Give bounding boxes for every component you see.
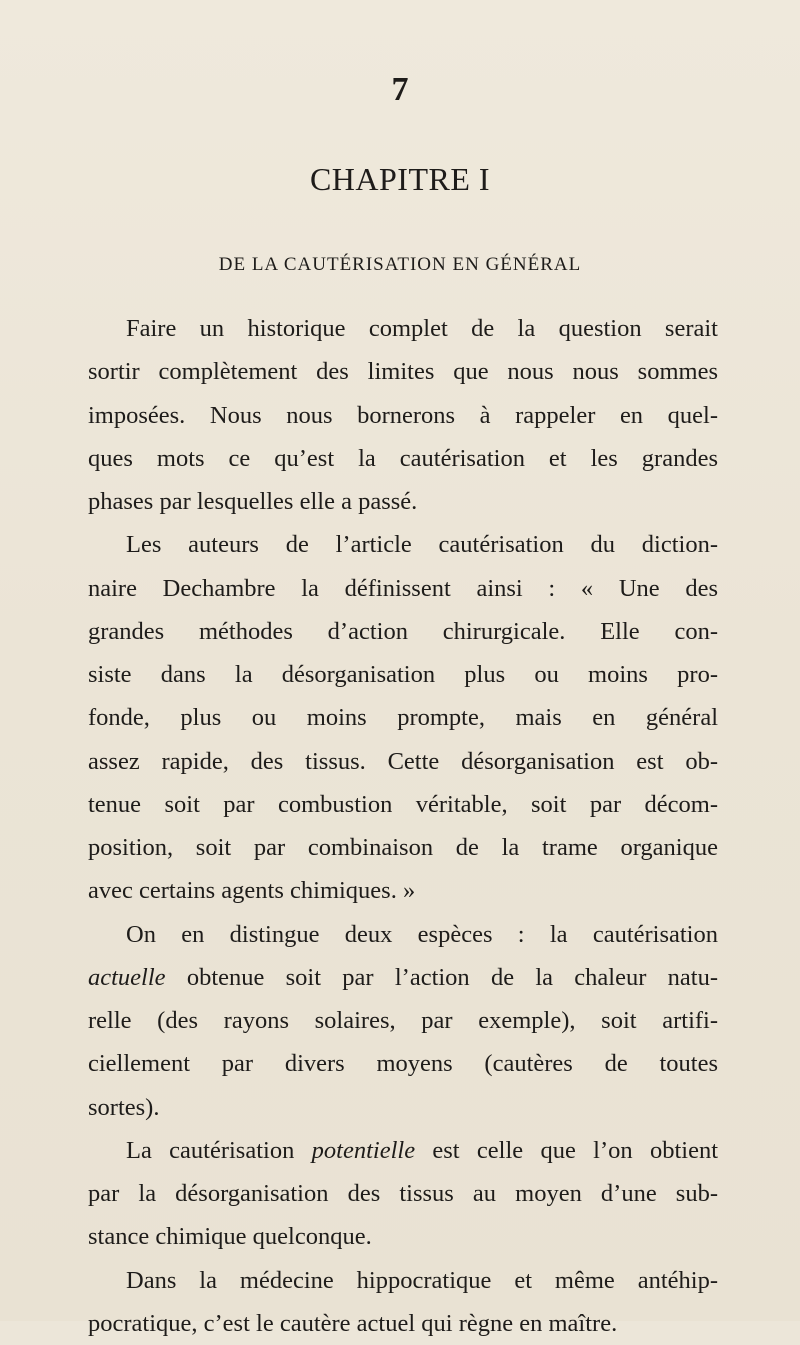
- text-line: [88, 523, 718, 566]
- text-line: [88, 350, 718, 393]
- text-line: [88, 696, 718, 739]
- text-segment: relle (des rayons solaires, par exemple), soit artifi-: [88, 1007, 718, 1034]
- text-segment: ciellement par divers moyens (cautères de toutes: [88, 1050, 718, 1077]
- text-segment: est celle que l’on obtient: [415, 1137, 718, 1164]
- text-line: [88, 1129, 718, 1172]
- text-line: [88, 1086, 718, 1129]
- text-line: [88, 610, 718, 653]
- text-segment: sortir complètement des limites que nous nous sommes: [88, 358, 718, 385]
- text-line: [88, 869, 718, 912]
- text-line: [88, 740, 718, 783]
- text-line: [88, 826, 718, 869]
- text-line: [88, 480, 718, 523]
- text-line: [88, 1172, 718, 1215]
- chapter-title: CHAPITRE I: [0, 163, 800, 195]
- text-segment: ques mots ce qu’est la cautérisation et les grandes: [88, 445, 718, 472]
- paragraph: [88, 523, 718, 912]
- text-segment: grandes méthodes d’action chirurgicale. Elle con-: [88, 618, 718, 645]
- text-segment: stance chimique quelconque.: [88, 1223, 372, 1250]
- text-line: [88, 567, 718, 610]
- text-segment: On en distingue deux espèces : la cautérisation: [126, 921, 718, 948]
- text-segment: Les auteurs de l’article cautérisation du diction-: [126, 531, 718, 558]
- text-segment: naire Dechambre la définissent ainsi : « Une des: [88, 575, 718, 602]
- text-line: [88, 913, 718, 956]
- text-segment: Faire un historique complet de la question serait: [126, 315, 718, 342]
- text-segment: pocratique, c’est le cautère actuel qui règne en maître.: [88, 1310, 617, 1337]
- text-segment: fonde, plus ou moins prompte, mais en général: [88, 704, 718, 731]
- text-segment: assez rapide, des tissus. Cette désorganisation est ob-: [88, 748, 718, 775]
- text-line: [88, 394, 718, 437]
- italic-term: actuelle: [88, 964, 166, 991]
- text-segment: phases par lesquelles elle a passé.: [88, 488, 417, 515]
- italic-term: potentielle: [312, 1137, 415, 1164]
- text-line: [88, 1215, 718, 1258]
- page-number: 7: [0, 73, 800, 107]
- text-line: [88, 1042, 718, 1085]
- text-line: [88, 437, 718, 480]
- text-segment: avec certains agents chimiques. »: [88, 877, 415, 904]
- text-line: [88, 999, 718, 1042]
- text-segment: obtenue soit par l’action de la chaleur natu-: [166, 964, 718, 991]
- text-segment: Dans la médecine hippocratique et même antéhip-: [126, 1267, 718, 1294]
- text-segment: tenue soit par combustion véritable, soit par décom-: [88, 791, 718, 818]
- text-line: [88, 956, 718, 999]
- chapter-subtitle: DE LA CAUTÉRISATION EN GÉNÉRAL: [0, 255, 800, 274]
- paragraph: [88, 1129, 718, 1259]
- paragraph: [88, 307, 718, 523]
- text-segment: sortes).: [88, 1094, 159, 1121]
- text-line: [88, 1302, 718, 1345]
- body-text: [88, 307, 718, 1345]
- text-segment: La cautérisation: [126, 1137, 312, 1164]
- text-line: [88, 783, 718, 826]
- text-line: [88, 653, 718, 696]
- paragraph: [88, 913, 718, 1129]
- paragraph: [88, 1259, 718, 1345]
- text-segment: siste dans la désorganisation plus ou moins pro-: [88, 661, 718, 688]
- text-segment: par la désorganisation des tissus au moyen d’une sub-: [88, 1180, 718, 1207]
- text-line: [88, 307, 718, 350]
- text-line: [88, 1259, 718, 1302]
- text-segment: position, soit par combinaison de la trame organique: [88, 834, 718, 861]
- text-segment: imposées. Nous nous bornerons à rappeler en quel-: [88, 402, 718, 429]
